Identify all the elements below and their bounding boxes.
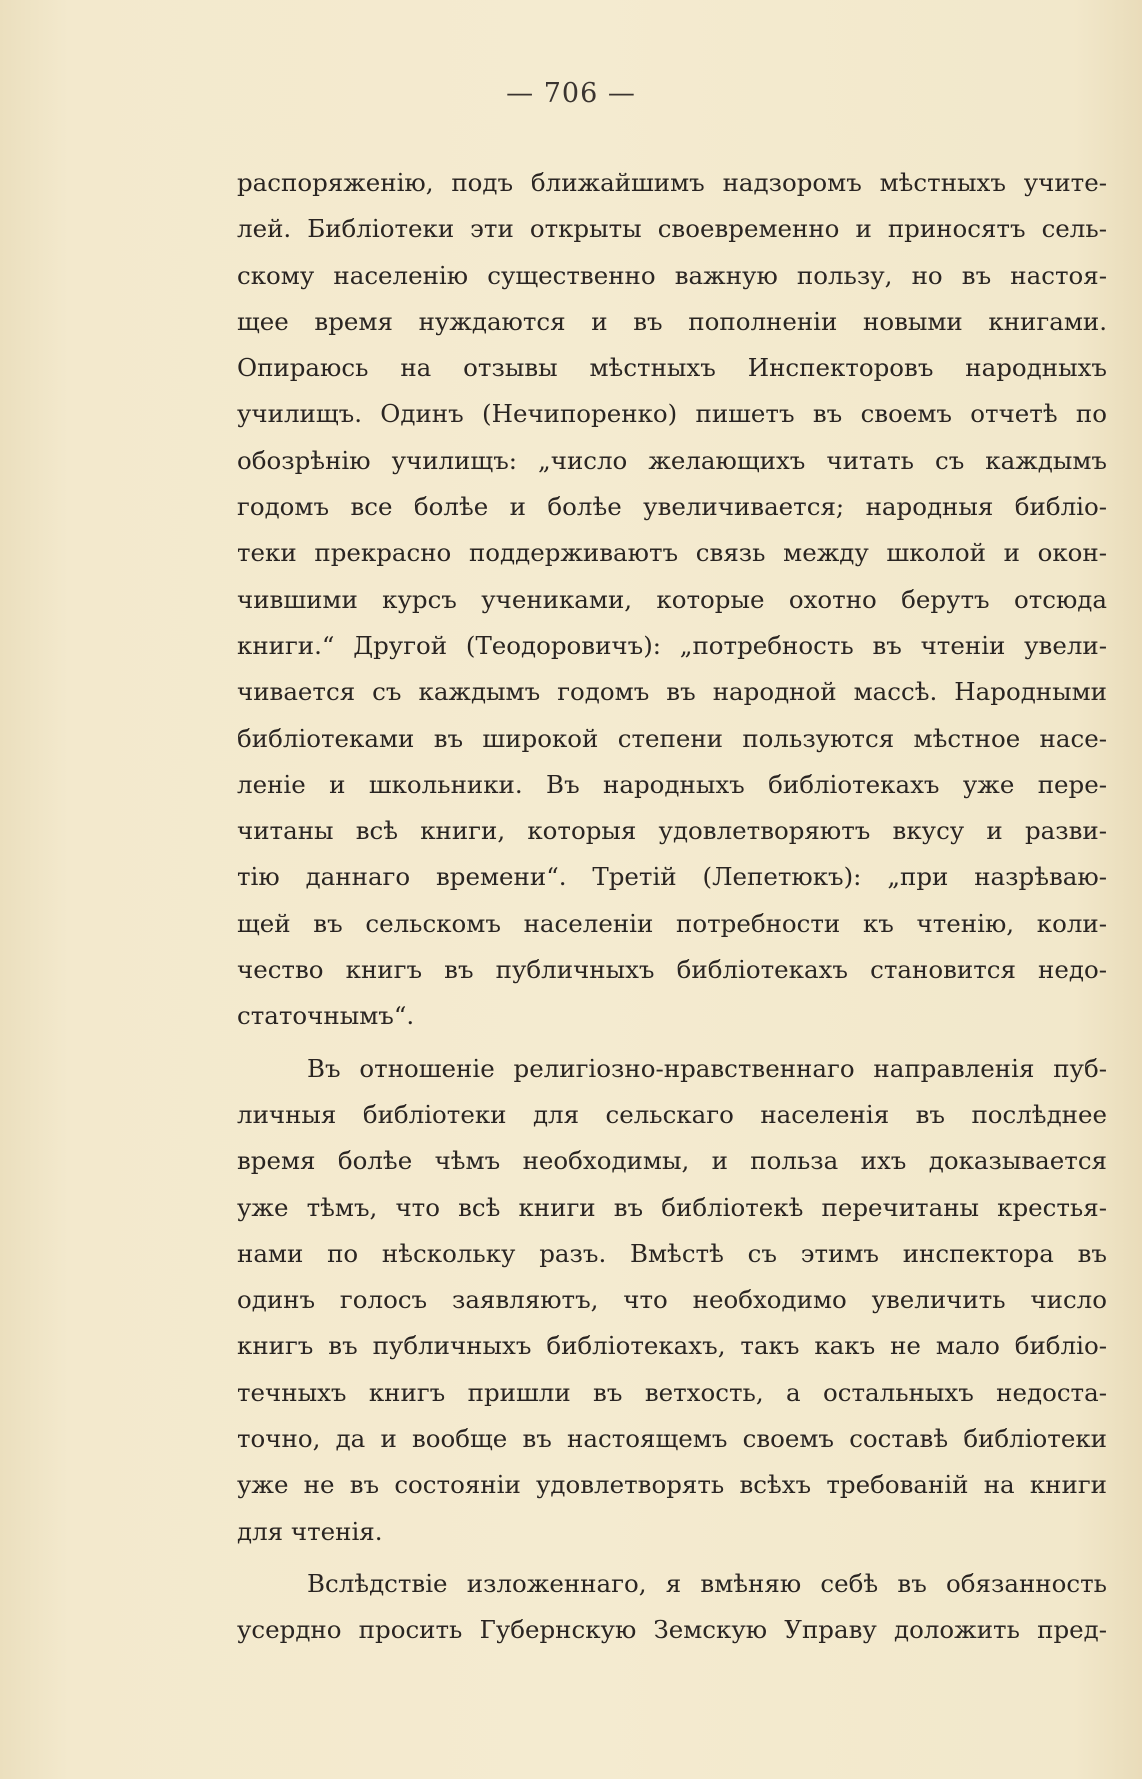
body-text: [237, 160, 1107, 1654]
text-line: уже тѣмъ, что всѣ книги въ библіотекѣ перечитаны крестья-: [237, 1192, 1107, 1222]
text-line: точно, да и вообще въ настоящемъ своемъ составѣ библіотеки: [237, 1424, 1107, 1454]
text-line: щей въ сельскомъ населеніи потребности къ чтенію, коли-: [237, 908, 1107, 938]
text-line: щее время нуждаются и въ пополненіи новыми книгами.: [237, 306, 1107, 336]
text-line: читаны всѣ книги, которыя удовлетворяютъ вкусу и разви-: [237, 816, 1107, 846]
text-line: книгъ въ публичныхъ библіотекахъ, такъ какъ не мало библіо-: [237, 1331, 1107, 1361]
paragraph-3: [237, 1561, 1107, 1654]
text-line: усердно просить Губернскую Земскую Управу доложить пред-: [237, 1615, 1107, 1645]
text-line: тію даннаго времени“. Третій (Лепетюкъ): „при назрѣваю-: [237, 862, 1107, 892]
text-line: леніе и школьники. Въ народныхъ библіотекахъ уже пере-: [237, 769, 1107, 799]
text-line: Вслѣдствіе изложеннаго, я вмѣняю себѣ въ обязанность: [307, 1568, 1107, 1598]
text-line: распоряженію, подъ ближайшимъ надзоромъ мѣстныхъ учите-: [237, 168, 1107, 197]
text-line: чивается съ каждымъ годомъ въ народной массѣ. Народными: [237, 677, 1107, 707]
text-line: нами по нѣскольку разъ. Вмѣстѣ съ этимъ инспектора въ: [237, 1238, 1107, 1268]
text-line: библіотеками въ широкой степени пользуются мѣстное насе-: [237, 723, 1107, 753]
text-line: чество книгъ въ публичныхъ библіотекахъ становится недо-: [237, 955, 1107, 985]
page-number: — 706 —: [506, 78, 636, 109]
text-line: скому населенію существенно важную пользу, но въ настоя-: [237, 260, 1107, 290]
text-line: статочнымъ“.: [237, 1001, 415, 1031]
text-line: училищъ. Одинъ (Нечипоренко) пишетъ въ своемъ отчетѣ по: [237, 399, 1107, 429]
text-line: Опираюсь на отзывы мѣстныхъ Инспекторовъ народныхъ: [237, 353, 1107, 383]
text-line: течныхъ книгъ пришли въ ветхость, а остальныхъ недоста-: [237, 1377, 1107, 1407]
text-line: книги.“ Другой (Теодоровичъ): „потребность въ чтеніи увели-: [237, 630, 1107, 660]
text-line: лей. Библіотеки эти открыты своевременно и приносятъ сель-: [237, 214, 1107, 244]
text-line: теки прекрасно поддерживаютъ связь между школой и окон-: [237, 538, 1107, 568]
text-line: время болѣе чѣмъ необходимы, и польза ихъ доказывается: [237, 1146, 1107, 1176]
paragraph-2: [237, 1046, 1107, 1555]
text-line: личныя библіотеки для сельскаго населенія въ послѣднее: [237, 1099, 1107, 1129]
text-line: обозрѣнію училищъ: „число желающихъ читать съ каждымъ: [237, 445, 1107, 475]
paragraph-1: [237, 160, 1107, 1040]
text-line: годомъ все болѣе и болѣе увеличивается; народныя библіо-: [237, 492, 1107, 522]
text-line: одинъ голосъ заявляютъ, что необходимо увеличить число: [237, 1285, 1107, 1315]
text-line: чившими курсъ учениками, которые охотно берутъ отсюда: [237, 584, 1107, 614]
text-line: уже не въ состояніи удовлетворять всѣхъ требованій на книги: [237, 1470, 1107, 1500]
text-line: для чтенія.: [237, 1516, 383, 1546]
text-line: Въ отношеніе религіозно-нравственнаго направленія пуб-: [307, 1053, 1107, 1083]
